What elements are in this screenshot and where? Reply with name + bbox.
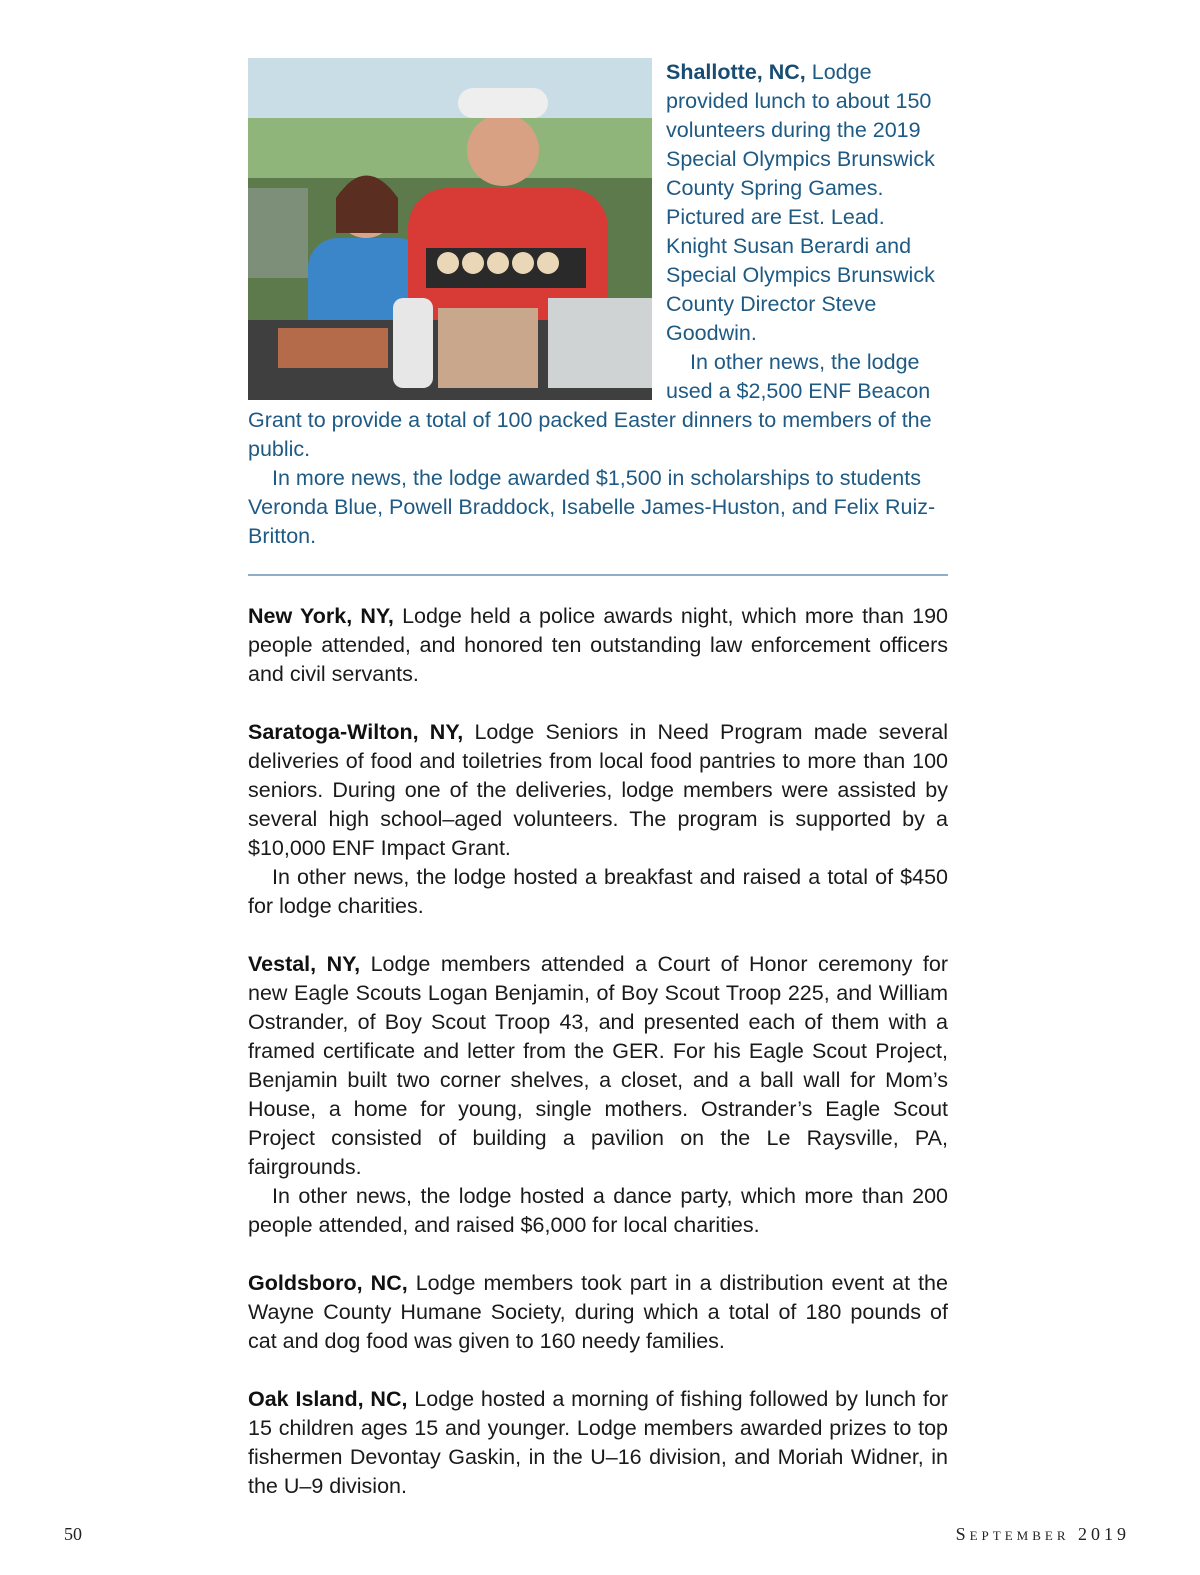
story-location: Goldsboro, NC, xyxy=(248,1271,408,1295)
story-goldsboro xyxy=(248,1269,948,1356)
story-vestal xyxy=(248,950,948,1240)
story-paragraph xyxy=(248,602,948,689)
featured-paragraph: In other news, the lodge used a $2,500 ENF Beacon Grant to provide a total of 100 packed Easter dinners to members of the public. xyxy=(248,350,932,461)
featured-story xyxy=(248,58,948,551)
featured-paragraph: In more news, the lodge awarded $1,500 in scholarships to students Veronda Blue, Powell Braddock, Isabelle James-Huston, and Felix Ruiz-Britton. xyxy=(248,466,936,548)
story-location: Saratoga-Wilton, NY, xyxy=(248,720,464,744)
story-text: Lodge members took part in a distribution event at the Wayne County Humane Society, during which a total of 180 pounds of cat and dog food was given to 160 needy families. xyxy=(248,1271,948,1353)
story-text: Lodge members attended a Court of Honor ceremony for new Eagle Scouts Logan Benjamin, of Boy Scout Troop 225, and William Ostrander, of Boy Scout Troop 43, and presented each of them with a framed certificate and letter from the GER. For his Eagle Scout Project, Benjamin built two corner shelves, a closet, and a ball wall for Mom’s House, a home for young, single mothers. Ostrander’s Eagle Scout Project consisted of building a pavilion on the Le Raysville, PA, fairgrounds. xyxy=(248,952,948,1179)
story-paragraph: In other news, the lodge hosted a dance party, which more than 200 people attended, and raised $6,000 for local charities. xyxy=(248,1184,948,1237)
story-new-york xyxy=(248,602,948,689)
story-location: Vestal, NY, xyxy=(248,952,361,976)
story-paragraph xyxy=(248,1269,948,1356)
story-photo xyxy=(248,58,652,400)
story-location: Oak Island, NC, xyxy=(248,1387,408,1411)
photo-illustration xyxy=(248,58,652,400)
section-divider xyxy=(248,574,948,576)
story-text: Lodge provided lunch to about 150 volunteers during the 2019 Special Olympics Brunswick County Spring Games. Pictured are Est. Lead. Knight Susan Berardi and Special Olympics Brunswick County Director Steve Goodwin. xyxy=(666,60,935,345)
story-saratoga-wilton xyxy=(248,718,948,921)
story-text: Lodge held a police awards night, which more than 190 people attended, and honored ten outstanding law enforcement officers and civil servants. xyxy=(248,604,948,686)
story-paragraph xyxy=(248,950,948,1182)
issue-date: September 2019 xyxy=(955,1524,1130,1544)
story-paragraph: In other news, the lodge hosted a breakfast and raised a total of $450 for lodge charities. xyxy=(248,865,948,918)
story-paragraph xyxy=(248,1385,948,1501)
story-location: Shallotte, NC, xyxy=(666,60,806,84)
story-paragraph xyxy=(248,718,948,863)
story-text: Lodge hosted a morning of fishing followed by lunch for 15 children ages 15 and younger. Lodge members awarded prizes to top fishermen Devontay Gaskin, in the U–16 division, and Moriah Widner, in the U–9 division. xyxy=(248,1387,948,1498)
story-location: New York, NY, xyxy=(248,604,394,628)
story-list xyxy=(248,602,948,1530)
story-text: Lodge Seniors in Need Program made several deliveries of food and toiletries from local food pantries to more than 100 seniors. During one of the deliveries, lodge members were assisted by several high school–aged volunteers. The program is supported by a $10,000 ENF Impact Grant. xyxy=(248,720,948,860)
page-number: 50 xyxy=(64,1524,82,1544)
story-oak-island xyxy=(248,1385,948,1501)
